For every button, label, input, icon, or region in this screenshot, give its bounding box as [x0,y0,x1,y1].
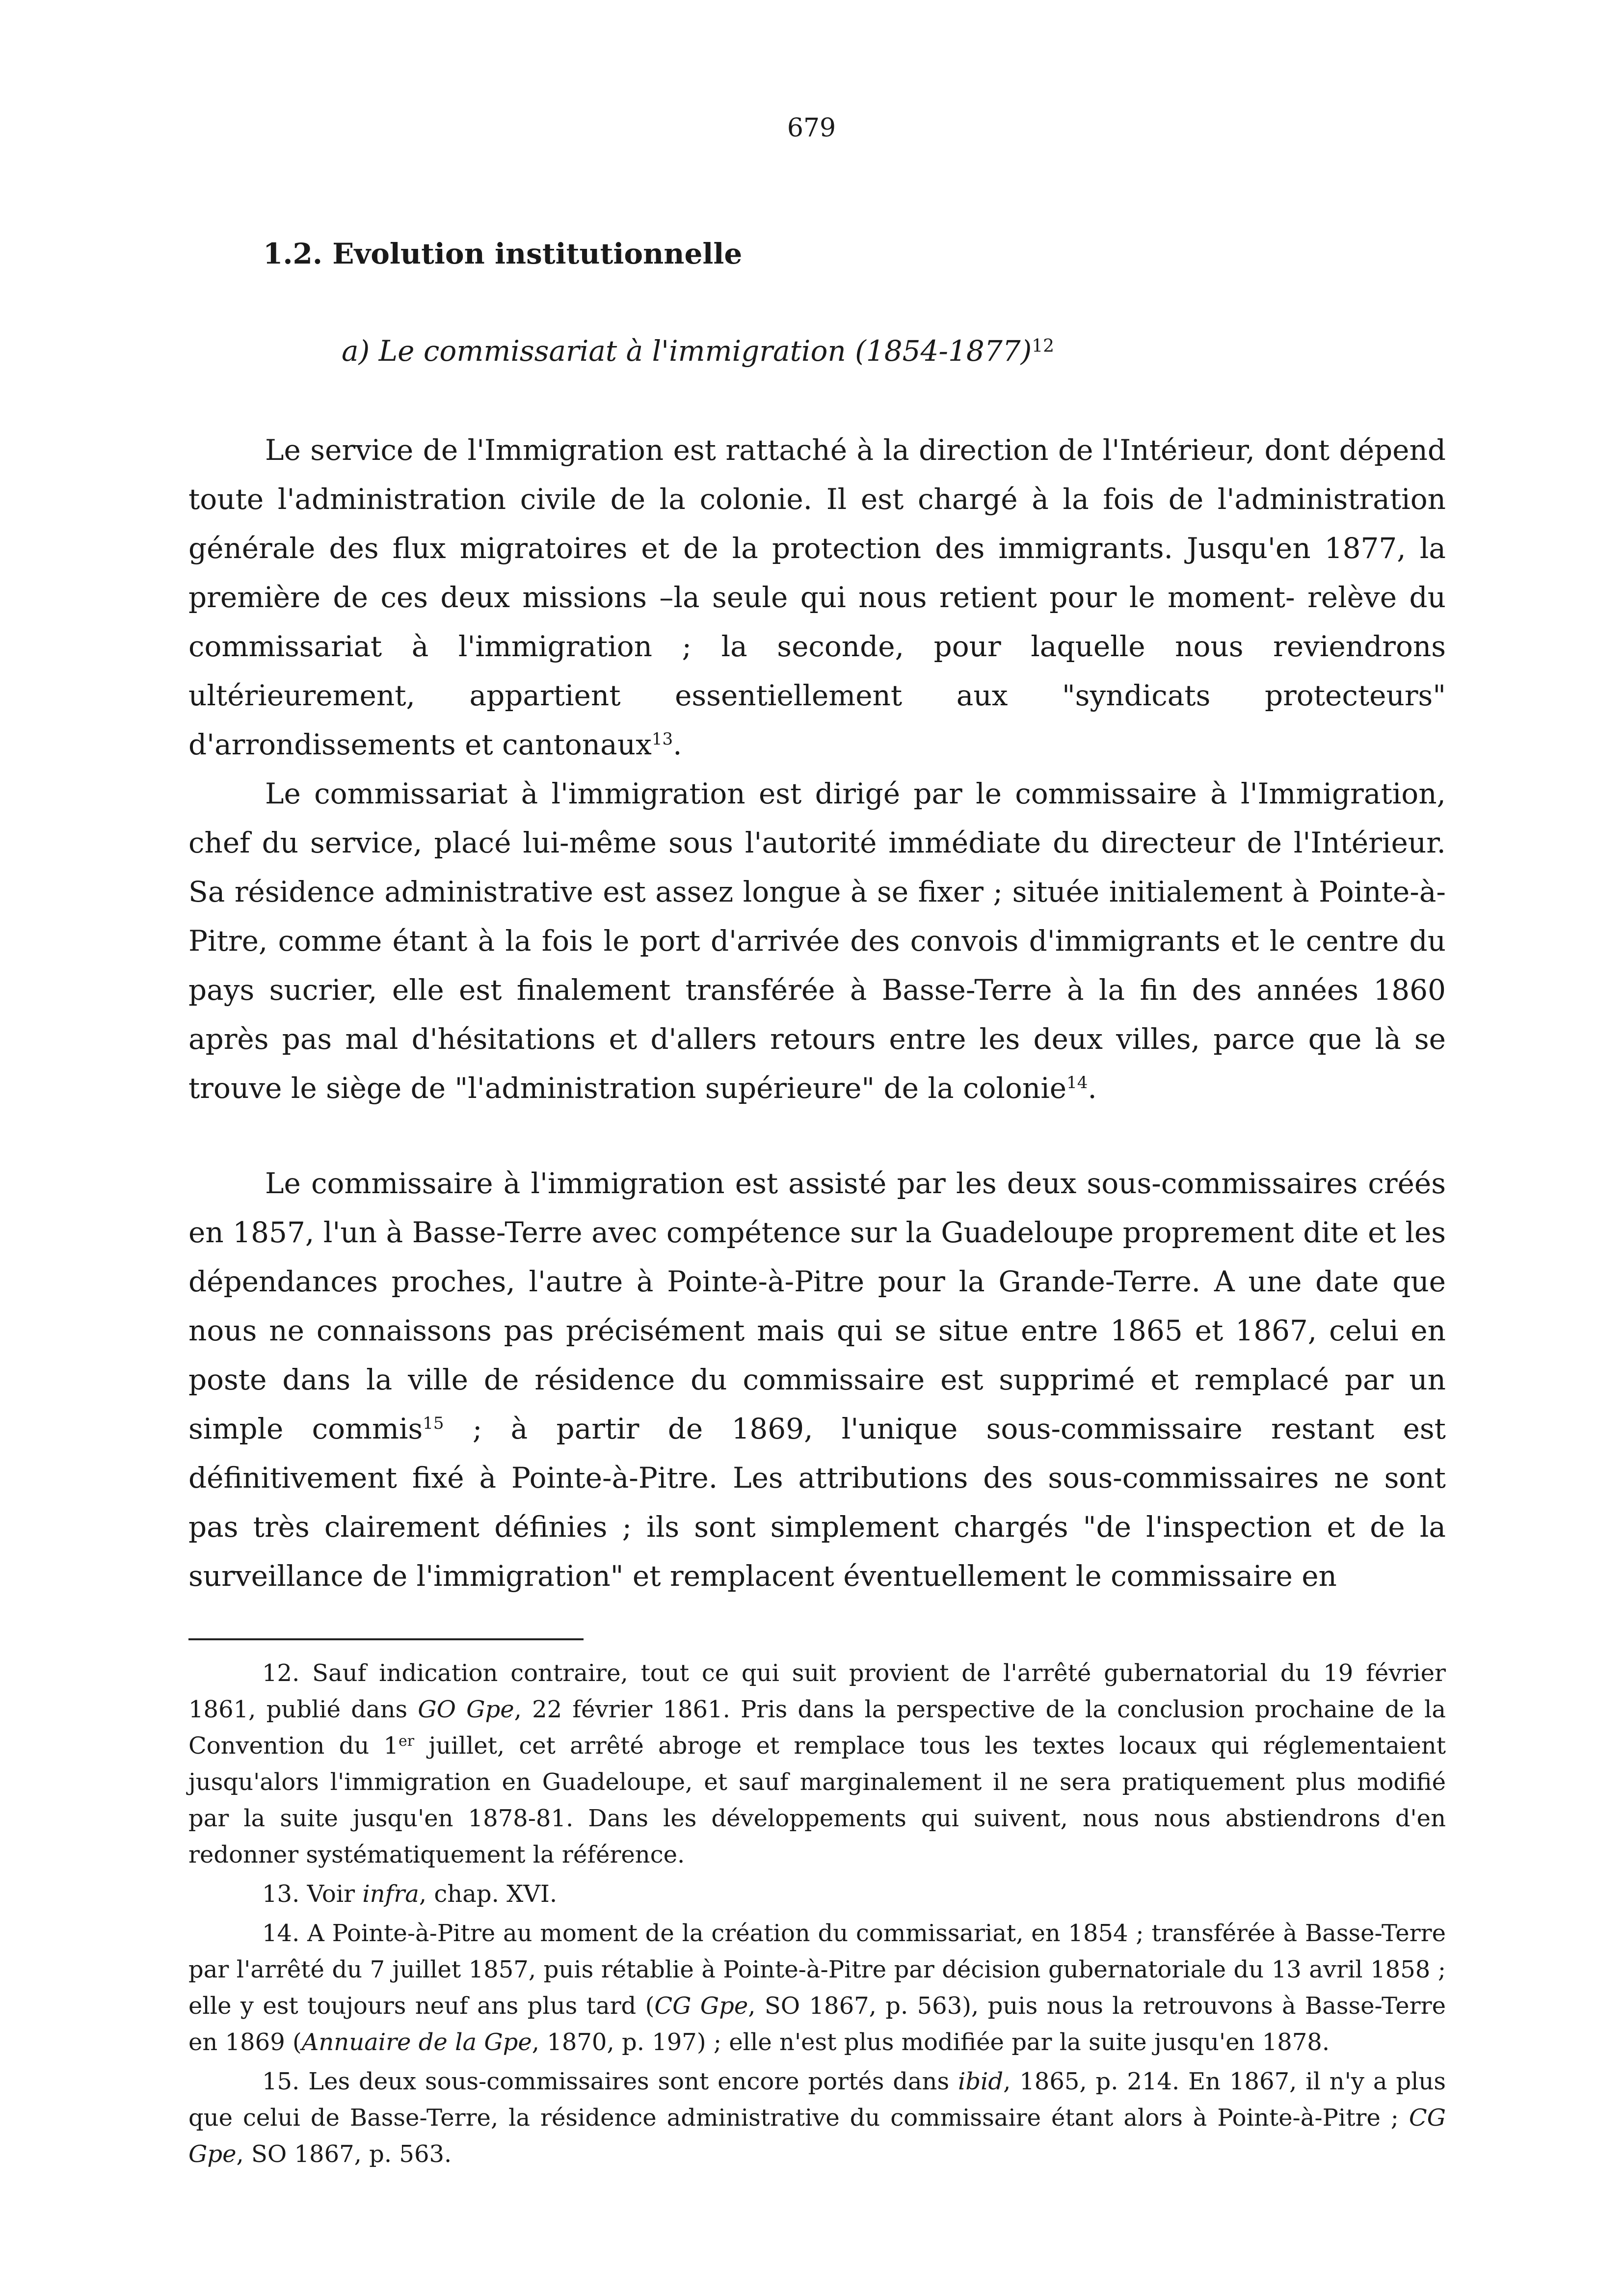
footnote-12 [188,1655,1446,1873]
footnote-text: 15. Les deux sous-commissaires sont encore portés dans [262,2068,958,2095]
footnote-ref-14: 14 [1066,1073,1088,1093]
body-paragraph-3-block [188,1159,1446,1601]
body-paragraph-1-block [188,426,1446,769]
subsection-heading-text: a) Le commissariat à l'immigration (1854-1877) [342,334,1032,368]
footnote-text: 12. Sauf indication contraire, tout ce qui suit provient de l'arrêté gubernatorial du 19 février 1861, publié dans [188,1659,1446,1723]
footnote-ref-12: 12 [1032,336,1055,356]
paragraph-tail: . [673,728,682,761]
footnote-text: juillet, cet arrêté abroge et remplace tous les textes locaux qui réglementaient jusqu'alors l'immigration en Guadeloupe, et sauf marginalement il ne sera pratiquement plus modifié par la suite jusqu'en 1878-81. Dans les développements qui suivent, nous nous abstiendrons d'en redonner systématiquement la référence. [188,1732,1446,1869]
footnote-superscript: er [399,1733,415,1750]
footnote-ref-13: 13 [651,729,673,749]
body-paragraph-3 [188,1159,1446,1601]
body-paragraph-2-block [188,769,1446,1113]
footnote-15 [188,2063,1446,2172]
footnote-text: , SO 1867, p. 563. [236,2140,452,2168]
footnote-14 [188,1915,1446,2060]
paragraph-text: Le commissariat à l'immigration est dirigé par le commissaire à l'Immigration, chef du service, placé lui-même sous l'autorité immédiate du directeur de l'Intérieur. Sa résidence administrative est assez longue à se fixer ; située initialement à Pointe-à-Pitre, comme étant à la fois le port d'arrivée des convois d'immigrants et le centre du pays sucrier, elle est finalement transférée à Basse-Terre à la fin des années 1860 après pas mal d'hésitations et d'allers retours entre les deux villes, parce que là se trouve le siège de "l'administration supérieure" de la colonie [188,777,1446,1105]
footnote-italic: ibid [958,2068,1004,2095]
footnote-text: 13. Voir [262,1880,363,1908]
footnote-italic: Annuaire de la Gpe [301,2029,532,2056]
footnote-text: , 1865, p. 214. En 1867, il n'y a plus que celui de Basse-Terre, la résidence administrative du commissaire étant alors à Pointe-à-Pitre ; [188,2068,1446,2132]
footnotes [188,1655,1446,2172]
footnote-text: , 1870, p. 197) ; elle n'est plus modifiée par la suite jusqu'en 1878. [532,2029,1330,2056]
footnote-text: , SO 1867, p. 563), puis nous la retrouvons à Basse-Terre en 1869 ( [188,1992,1446,2056]
footnote-ref-15: 15 [423,1414,444,1433]
page-number: 679 [787,113,836,143]
paragraph-text: Le service de l'Immigration est rattaché à la direction de l'Intérieur, dont dépend toute l'administration civile de la colonie. Il est chargé à la fois de l'administration générale des flux migratoires et de la protection des immigrants. Jusqu'en 1877, la première de ces deux missions –la seule qui nous retient pour le moment- relève du commissariat à l'immigration ; la seconde, pour laquelle nous reviendrons ultérieurement, appartient essentiellement aux "syndicats protecteurs" d'arrondissements et cantonaux [188,433,1446,761]
subsection-heading [342,334,1055,368]
footnote-italic: GO Gpe [418,1696,514,1723]
section-heading: 1.2. Evolution institutionnelle [263,237,743,270]
paragraph-tail: . [1088,1071,1097,1105]
footnote-italic: CG Gpe [654,1992,748,2020]
footnote-text: 14. A Pointe-à-Pitre au moment de la création du commissariat, en 1854 ; transférée à Basse-Terre par l'arrêté du 7 juillet 1857, puis rétablie à Pointe-à-Pitre par décision gubernatoriale du 13 avril 1858 ; elle y est toujours neuf ans plus tard ( [188,1920,1446,2020]
footnote-italic: CG Gpe [188,2104,1446,2168]
body-paragraph-2 [188,769,1446,1113]
paragraph-text: Le commissaire à l'immigration est assisté par les deux sous-commissaires créés en 1857, l'un à Basse-Terre avec compétence sur la Guadeloupe proprement dite et les dépendances proches, l'autre à Pointe-à-Pitre pour la Grande-Terre. A une date que nous ne connaissons pas précisément mais qui se situe entre 1865 et 1867, celui en poste dans la ville de résidence du commissaire est supprimé et remplacé par un simple commis [188,1167,1446,1445]
footnote-text: , 22 février 1861. Pris dans la perspective de la conclusion prochaine de la Convention du 1 [188,1696,1446,1760]
paragraph-tail: ; à partir de 1869, l'unique sous-commissaire restant est définitivement fixé à Pointe-à-Pitre. Les attributions des sous-commissaires ne sont pas très clairement définies ; ils sont simplement chargés "de l'inspection et de la surveillance de l'immigration" et remplacent éventuellement le commissaire en [188,1412,1446,1593]
body-paragraph-1 [188,426,1446,769]
footnote-13 [188,1876,1446,1912]
footnote-italic: infra [362,1880,419,1908]
footnote-separator [188,1638,584,1640]
footnote-text: , chap. XVI. [419,1880,558,1908]
